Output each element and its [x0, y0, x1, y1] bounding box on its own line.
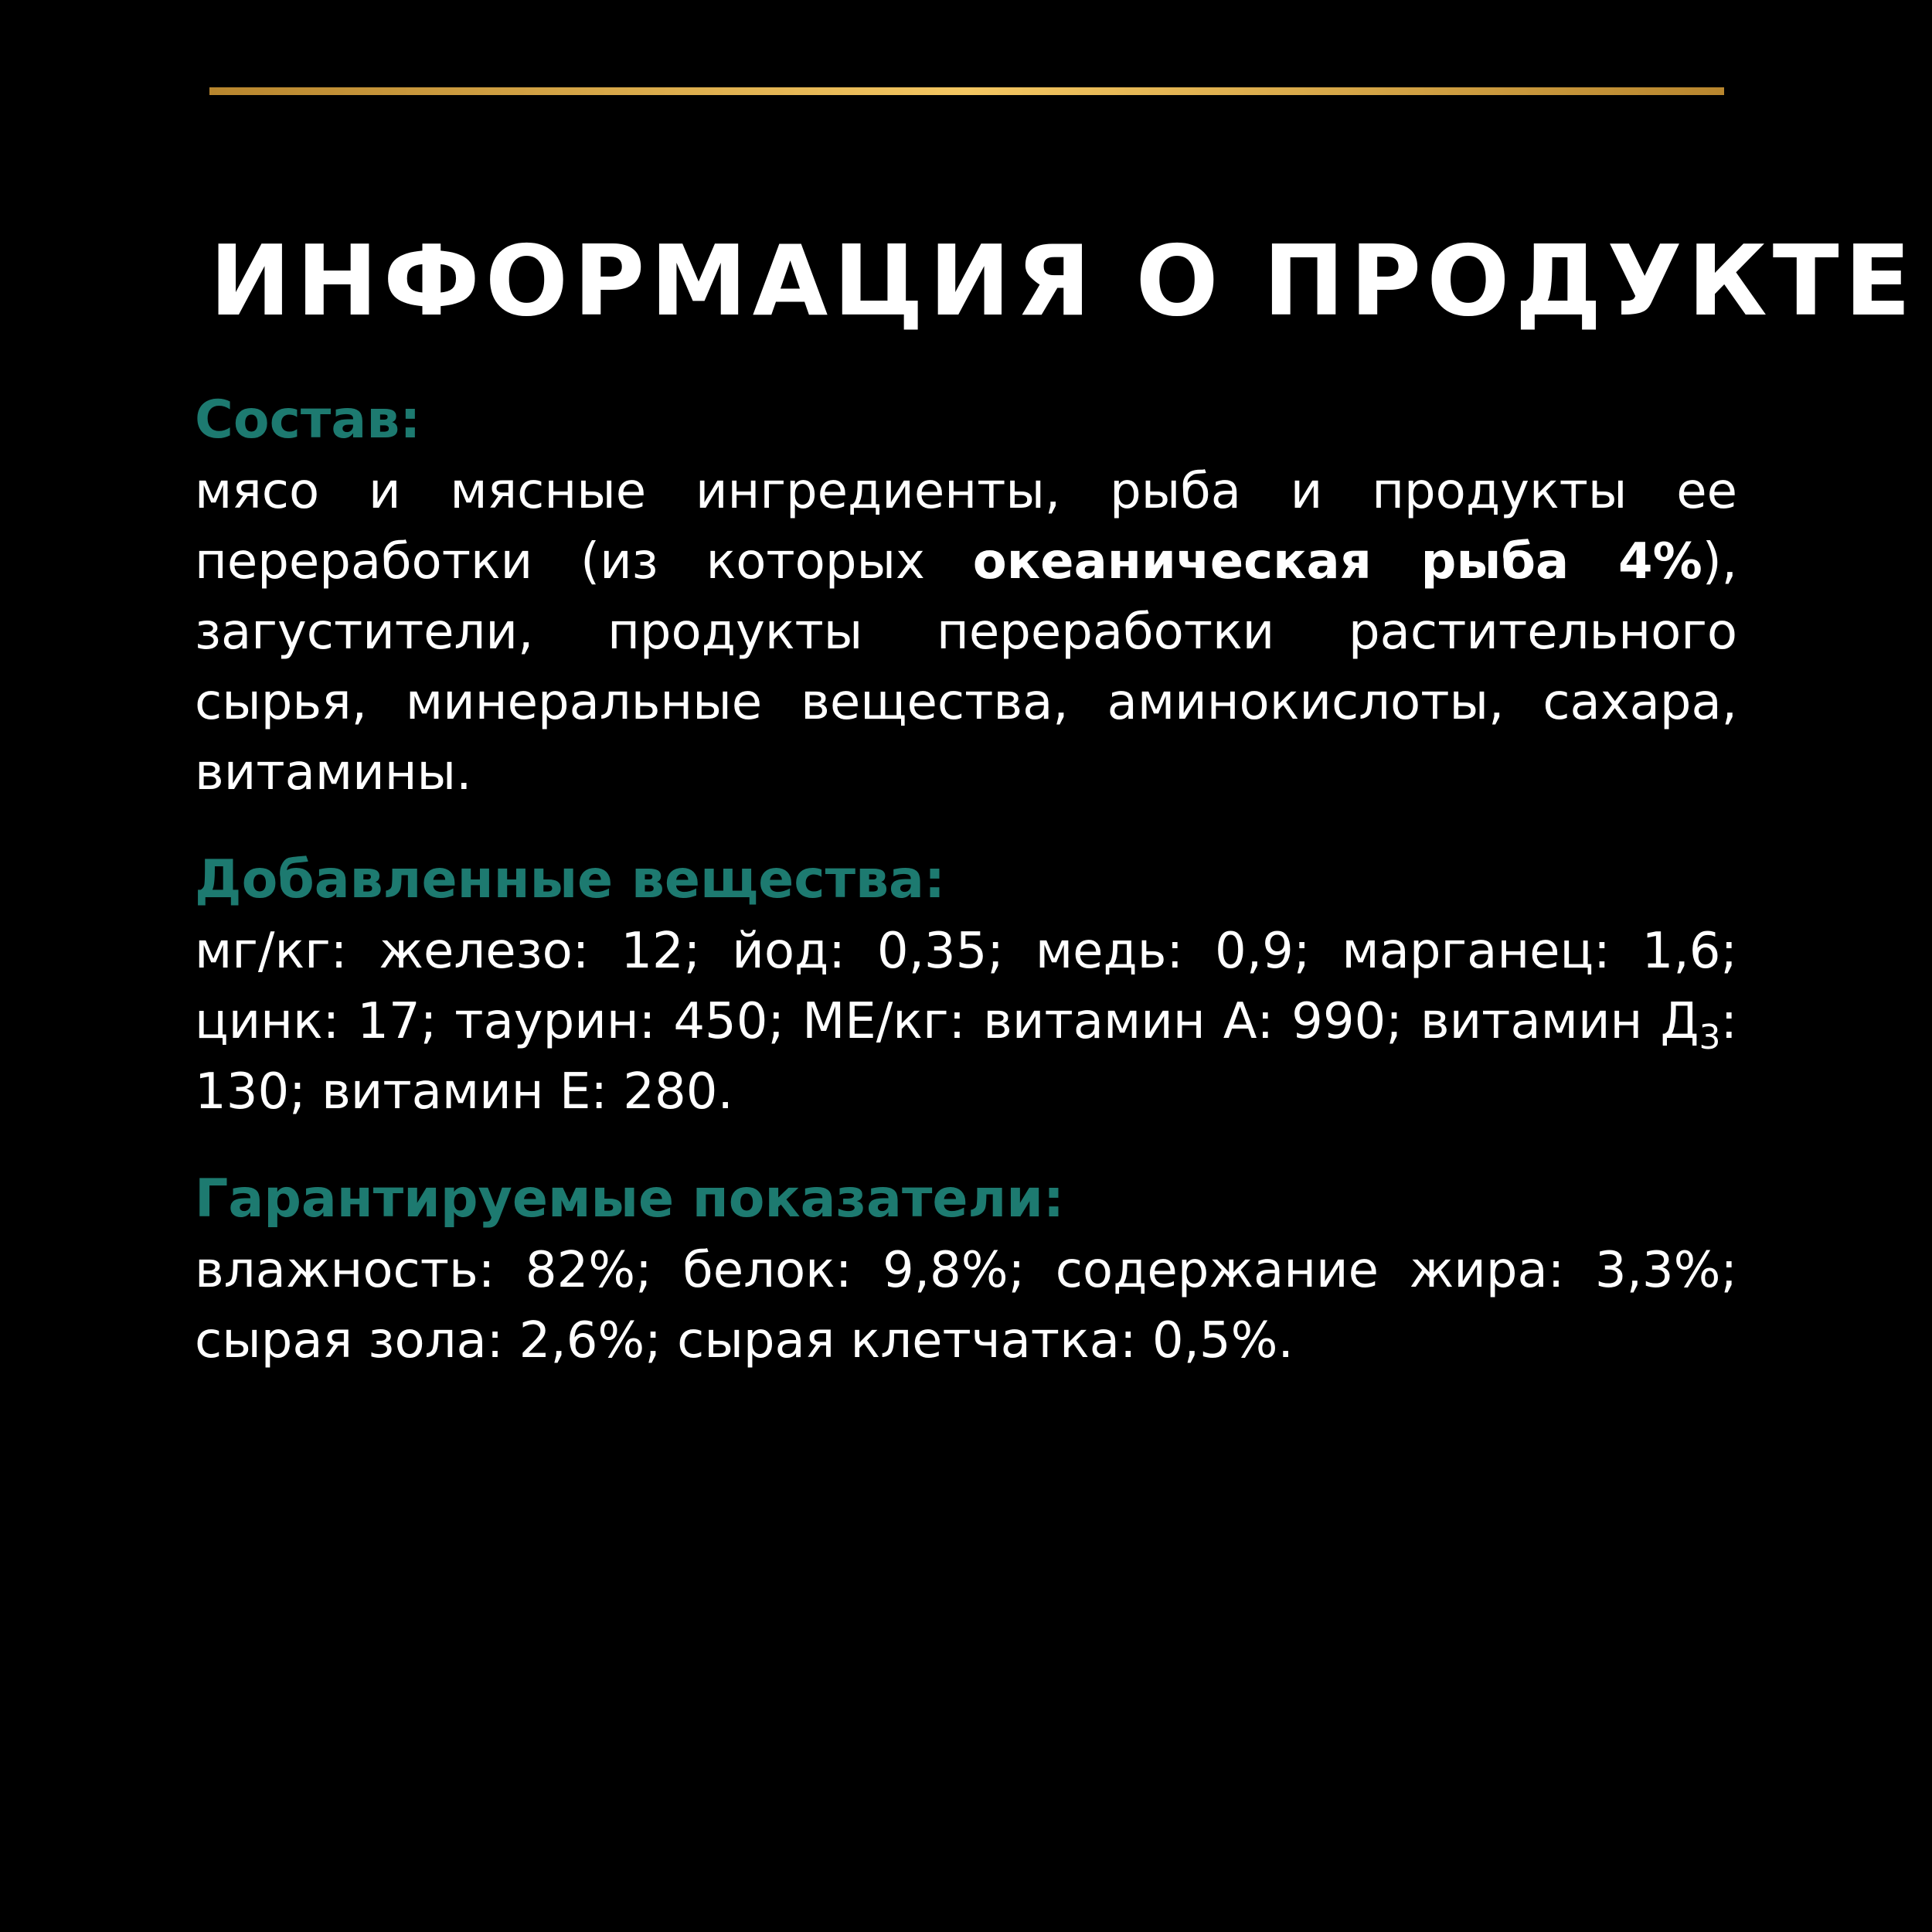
page-title: ИНФОРМАЦИЯ О ПРОДУКТЕ — [209, 224, 1917, 338]
additives-heading: Добавленные вещества: — [195, 849, 946, 910]
composition-bold-text: океаническая рыба 4% — [972, 533, 1702, 590]
guaranteed-text: влажность: 82%; белок: 9,8%; содержание жира: 3,3%; сырая зола: 2,6%; сырая клетчатка: 0,5%. — [195, 1242, 1737, 1369]
additives-text — [195, 917, 1737, 1128]
gold-divider — [209, 87, 1724, 95]
guaranteed-heading: Гарантируемые показатели: — [195, 1168, 1065, 1230]
composition-section — [195, 383, 1737, 808]
additives-text-before: мг/кг: железо: 12; йод: 0,35; медь: 0,9; марганец: 1,6; цинк: 17; таурин: 450; МЕ/кг: витамин А: 990; витамин Д — [195, 923, 1737, 1050]
composition-heading: Состав: — [195, 389, 421, 451]
composition-text-before: мясо и мясные ингредиенты, рыба и продукты ее переработки (из которых — [195, 463, 1737, 590]
product-info-content — [195, 383, 1737, 1376]
additives-text-after: : 130; витамин Е: 280. — [195, 993, 1737, 1121]
guaranteed-section — [195, 1162, 1737, 1376]
composition-text-after: ), загустители, продукты переработки растительного сырья, минеральные вещества, аминокислоты, сахара, витамины. — [195, 533, 1738, 801]
additives-subscript: 3 — [1699, 1018, 1721, 1057]
composition-text — [195, 457, 1737, 808]
additives-section — [195, 843, 1737, 1128]
